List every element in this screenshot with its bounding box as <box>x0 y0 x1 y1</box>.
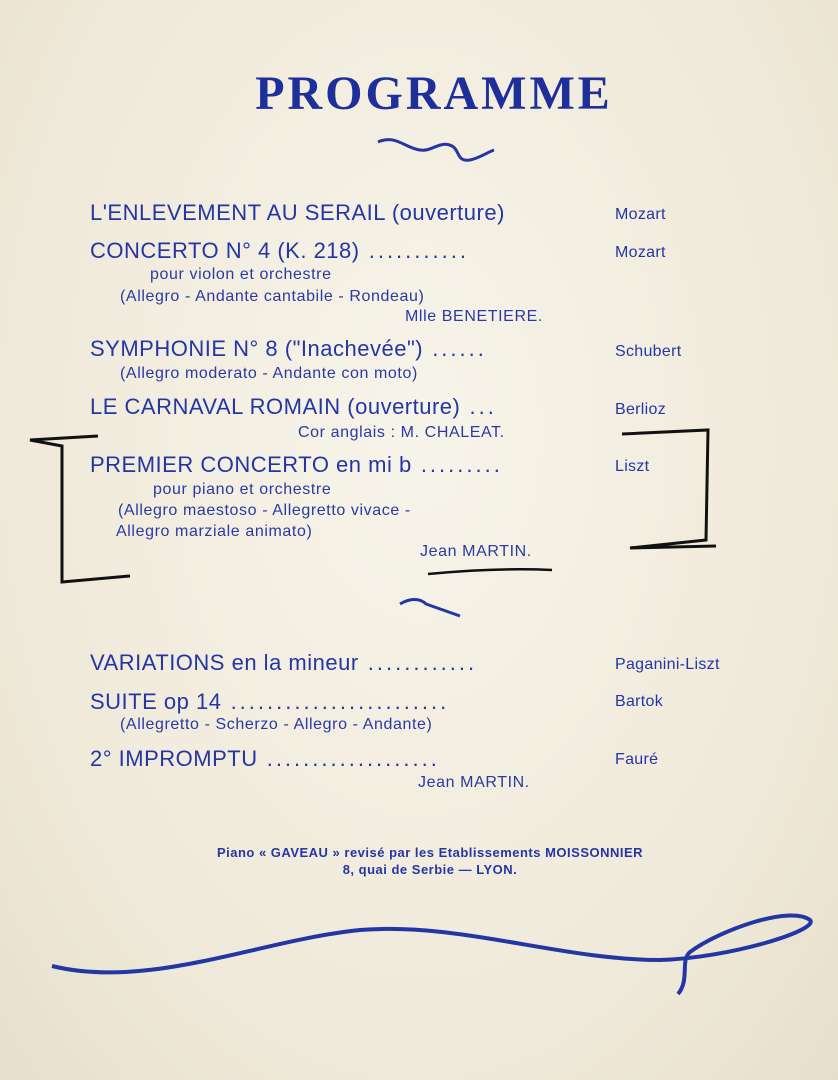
composer-name: Mozart <box>615 244 666 261</box>
work-title: L'ENLEVEMENT AU SERAIL (ouverture) <box>90 200 505 225</box>
footer-address: 8, quai de Serbie — LYON. <box>342 862 518 877</box>
performer-name: Jean MARTIN. <box>420 543 532 560</box>
work-detail: (Allegro moderato - Andante con moto) <box>120 365 418 382</box>
work-title: LE CARNAVAL ROMAIN (ouverture) ... <box>90 394 497 419</box>
title-flourish <box>378 140 494 161</box>
underline-mark <box>428 569 552 574</box>
composer-name: Schubert <box>615 343 682 360</box>
work-title: PREMIER CONCERTO en mi b ......... <box>90 452 503 477</box>
work-detail: pour violon et orchestre <box>150 266 332 283</box>
composer-name: Paganini-Liszt <box>615 656 720 673</box>
work-title: VARIATIONS en la mineur ............ <box>90 650 478 675</box>
work-detail: Allegro marziale animato) <box>116 523 313 540</box>
composer-name: Mozart <box>615 206 666 223</box>
footer-line: Piano « GAVEAU » revisé par les Etablissements MOISSONNIER <box>216 845 644 860</box>
composer-name: Fauré <box>615 751 659 768</box>
composer-name: Bartok <box>615 693 664 710</box>
work-title: 2° IMPROMPTU ................... <box>90 746 440 771</box>
work-detail: pour piano et orchestre <box>153 481 332 498</box>
work-detail: (Allegro maestoso - Allegretto vivace - <box>118 502 411 519</box>
bottom-swash <box>52 915 811 994</box>
composer-name: Berlioz <box>615 401 667 418</box>
work-title: SUITE op 14 ........................ <box>90 689 450 714</box>
right-bracket-mark <box>622 430 716 548</box>
work-detail: (Allegretto - Scherzo - Allegro - Andante) <box>120 716 433 733</box>
mid-flourish <box>400 600 460 617</box>
work-title: SYMPHONIE N° 8 ("Inachevée") ...... <box>90 336 487 361</box>
page-title: PROGRAMME <box>255 67 613 120</box>
composer-name: Liszt <box>615 458 650 475</box>
work-detail: (Allegro - Andante cantabile - Rondeau) <box>120 288 425 305</box>
work-title: CONCERTO N° 4 (K. 218) ........... <box>90 238 469 263</box>
performer-name: Mlle BENETIERE. <box>405 308 543 325</box>
performer-name: Jean MARTIN. <box>418 774 530 791</box>
performer-name: Cor anglais : M. CHALEAT. <box>298 424 505 441</box>
